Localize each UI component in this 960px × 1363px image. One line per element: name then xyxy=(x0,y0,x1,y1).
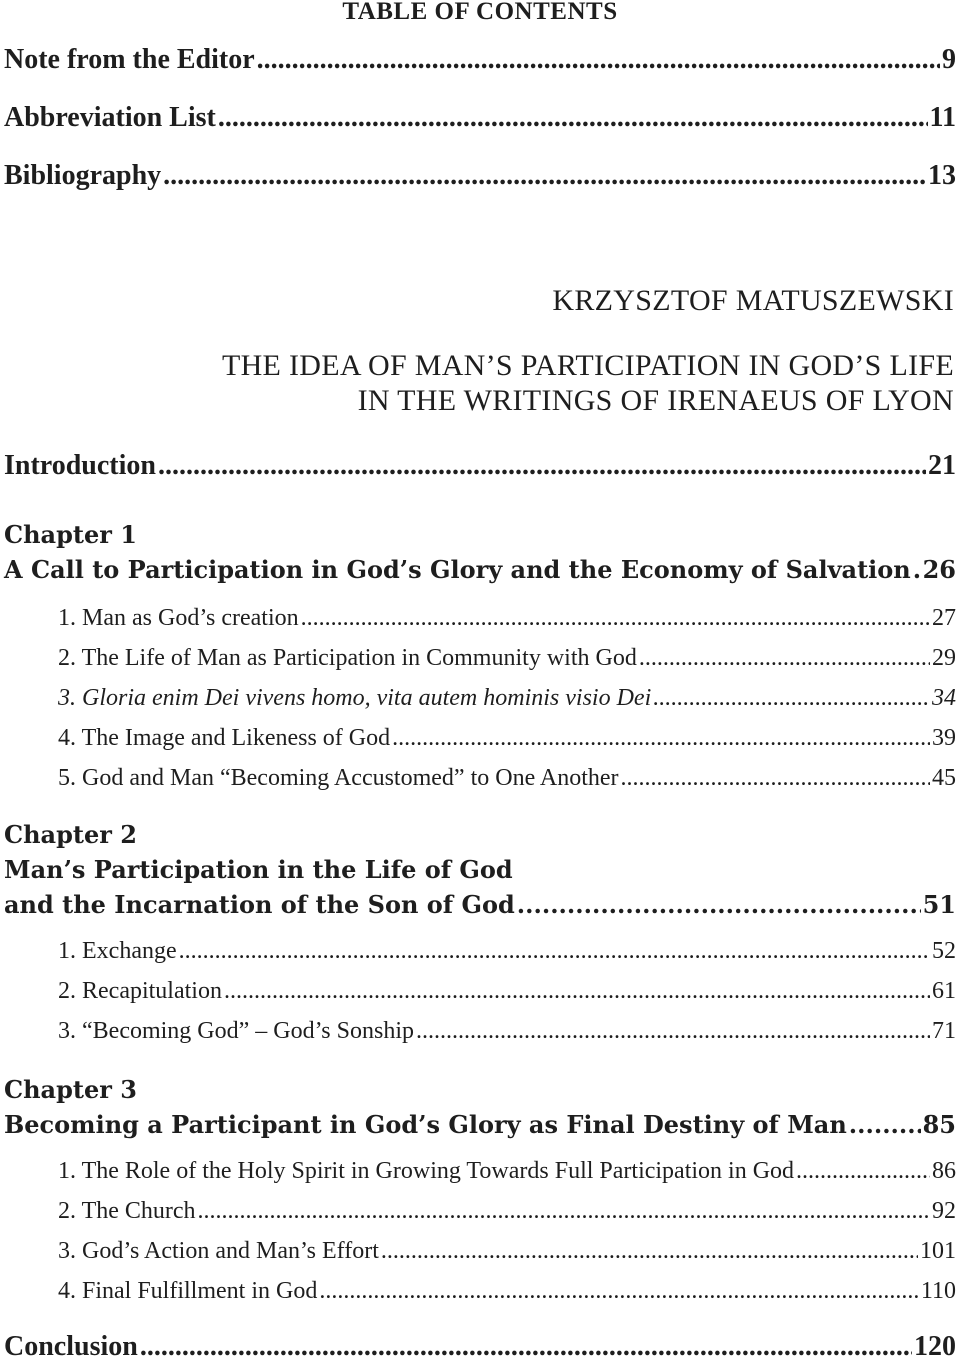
toc-entry-introduction[interactable] xyxy=(4,450,956,482)
section-page: 92 xyxy=(932,1198,956,1224)
dot-leader xyxy=(218,102,928,134)
section-title: 3. “Becoming God” – God’s Sonship xyxy=(58,1018,414,1044)
toc-entry-page: 11 xyxy=(929,102,956,133)
section-title: 4. The Image and Likeness of God xyxy=(58,725,391,751)
toc-entry-page: 120 xyxy=(914,1331,956,1362)
dot-leader xyxy=(796,1158,930,1185)
toc-section[interactable] xyxy=(58,1278,956,1305)
toc-entry-page: 9 xyxy=(942,44,956,75)
toc-entry-page: 13 xyxy=(928,160,956,191)
dot-leader xyxy=(198,1198,930,1225)
section-title: 2. The Church xyxy=(58,1198,196,1224)
dot-leader xyxy=(163,160,926,192)
toc-section[interactable] xyxy=(58,1158,956,1185)
toc-section[interactable] xyxy=(58,978,956,1005)
toc-entry-chapter-3[interactable] xyxy=(4,1110,956,1139)
toc-section[interactable] xyxy=(58,938,956,965)
dot-leader xyxy=(301,605,930,632)
dot-leader xyxy=(653,685,930,712)
dot-leader xyxy=(381,1238,918,1265)
dot-leader xyxy=(158,450,926,482)
section-title: 1. Man as God’s creation xyxy=(58,605,299,631)
section-page: 71 xyxy=(932,1018,956,1044)
dot-leader xyxy=(639,645,930,672)
chapter-label: Chapter 3 xyxy=(4,1075,137,1104)
toc-section[interactable] xyxy=(58,605,956,632)
toc-entry-chapter-1[interactable] xyxy=(4,555,956,584)
section-page: 61 xyxy=(932,978,956,1004)
toc-entry-abbreviations[interactable] xyxy=(4,102,956,134)
section-title: 1. The Role of the Holy Spirit in Growing Towards Full Participation in God xyxy=(58,1158,795,1184)
toc-section[interactable] xyxy=(58,1198,956,1225)
section-page: 52 xyxy=(932,938,956,964)
dot-leader xyxy=(319,1278,919,1305)
section-page: 27 xyxy=(932,605,956,631)
toc-entry-conclusion[interactable] xyxy=(4,1331,956,1363)
toc-entry-title: Bibliography xyxy=(4,160,162,191)
chapter-label: Chapter 2 xyxy=(4,820,137,849)
toc-section[interactable] xyxy=(58,1238,956,1265)
dot-leader xyxy=(913,555,921,584)
dot-leader xyxy=(257,44,940,76)
section-page: 86 xyxy=(932,1158,956,1184)
toc-section[interactable] xyxy=(58,685,956,712)
toc-entry-page: 85 xyxy=(922,1110,956,1139)
toc-section[interactable] xyxy=(58,765,956,792)
toc-section[interactable] xyxy=(58,1018,956,1045)
toc-entry-page: 26 xyxy=(922,555,956,584)
toc-section[interactable] xyxy=(58,645,956,672)
dot-leader xyxy=(849,1110,921,1139)
dot-leader xyxy=(416,1018,930,1045)
toc-entry-title: Introduction xyxy=(4,450,156,481)
section-page: 101 xyxy=(920,1238,956,1264)
page-title: TABLE OF CONTENTS xyxy=(342,0,618,25)
dot-leader xyxy=(224,978,930,1005)
section-title: 3. Gloria enim Dei vivens homo, vita autem hominis visio Dei xyxy=(58,685,652,711)
section-title: 4. Final Fulfillment in God xyxy=(58,1278,318,1304)
toc-entry-title: Note from the Editor xyxy=(4,44,255,75)
toc-entry-page: 51 xyxy=(922,890,956,919)
section-page: 39 xyxy=(932,725,956,751)
section-title: 3. God’s Action and Man’s Effort xyxy=(58,1238,379,1264)
chapter-title: and the Incarnation of the Son of God xyxy=(4,890,515,919)
chapter-title: Becoming a Participant in God’s Glory as Final Destiny of Man xyxy=(4,1110,847,1139)
toc-entry-bibliography[interactable] xyxy=(4,160,956,192)
toc-entry-title: Abbreviation List xyxy=(4,102,216,133)
dot-leader xyxy=(140,1331,912,1363)
author-name: KRZYSZTOF MATUSZEWSKI xyxy=(552,284,954,317)
book-title-line-1: THE IDEA OF MAN’S PARTICIPATION IN GOD’S LIFE xyxy=(221,349,954,382)
toc-entry-title: Conclusion xyxy=(4,1331,138,1362)
toc-entry-page: 21 xyxy=(928,450,956,481)
section-title: 2. Recapitulation xyxy=(58,978,222,1004)
dot-leader xyxy=(392,725,930,752)
dot-leader xyxy=(179,938,930,965)
section-title: 2. The Life of Man as Participation in Community with God xyxy=(58,645,637,671)
section-title: 1. Exchange xyxy=(58,938,177,964)
book-title-line-2: IN THE WRITINGS OF IRENAEUS OF LYON xyxy=(357,384,954,417)
toc-section[interactable] xyxy=(58,725,956,752)
dot-leader xyxy=(621,765,930,792)
dot-leader xyxy=(517,890,921,919)
toc-entry-editor-note[interactable] xyxy=(4,44,956,76)
section-title: 5. God and Man “Becoming Accustomed” to One Another xyxy=(58,765,619,791)
section-page: 29 xyxy=(932,645,956,671)
section-page: 34 xyxy=(932,685,956,711)
toc-entry-chapter-2[interactable] xyxy=(4,890,956,919)
chapter-title: Man’s Participation in the Life of God xyxy=(4,855,513,884)
section-page: 45 xyxy=(932,765,956,791)
section-page: 110 xyxy=(920,1278,956,1304)
chapter-label: Chapter 1 xyxy=(4,520,137,549)
chapter-title: A Call to Participation in God’s Glory and the Economy of Salvation xyxy=(4,555,911,584)
